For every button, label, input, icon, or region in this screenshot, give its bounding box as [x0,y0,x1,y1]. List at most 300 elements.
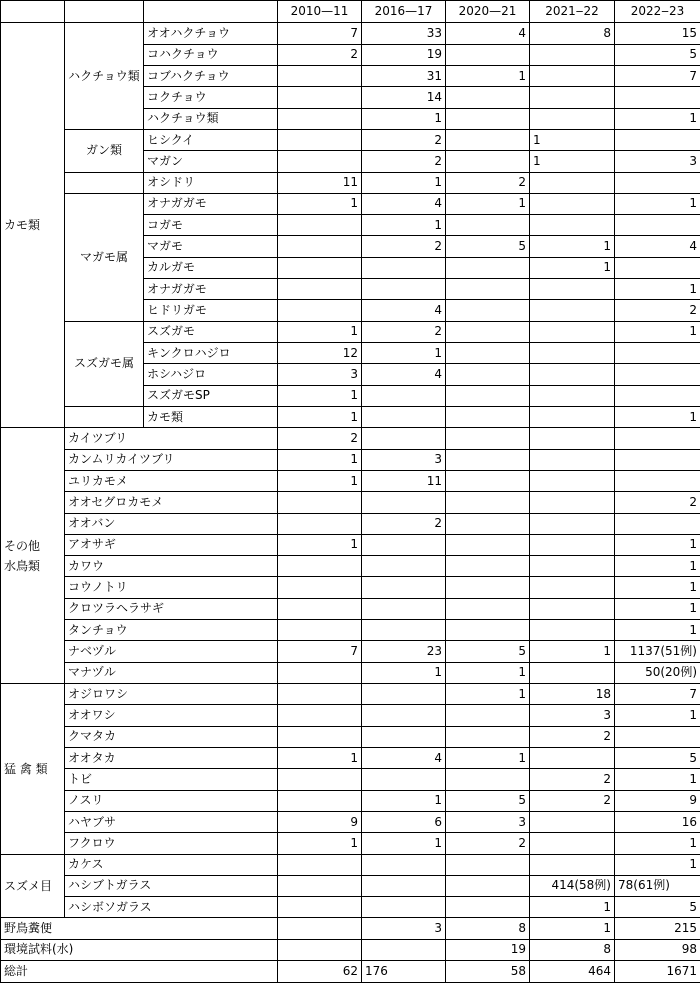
count-cell [278,108,362,129]
table-row [1,534,700,555]
count-cell: 1 [615,769,700,790]
count-cell [446,129,530,150]
count-cell: 8 [530,23,615,44]
count-cell: 1 [362,215,446,236]
table-row [1,662,700,683]
count-cell [446,428,530,449]
count-cell: 1 [362,833,446,854]
count-cell [530,108,615,129]
species-name: スズガモ [144,321,278,342]
species-name: オオタカ [65,747,278,768]
count-cell [446,556,530,577]
species-name: マナヅル [65,662,278,683]
count-cell: 4 [362,300,446,321]
table-row [1,577,700,598]
count-cell [446,513,530,534]
column-header: 2021‒22 [530,1,615,23]
count-cell [530,747,615,768]
count-cell [278,300,362,321]
count-cell: 2 [530,790,615,811]
count-cell: 4 [615,236,700,257]
species-name: コウノトリ [65,577,278,598]
table-row [1,620,700,641]
count-cell: 1 [615,620,700,641]
count-cell [362,620,446,641]
table-row [1,428,700,449]
count-cell [530,833,615,854]
header-row [1,1,700,23]
count-cell: 50(20例) [615,662,700,683]
species-name: オシドリ [144,172,278,193]
count-cell [615,385,700,406]
summary-cell: 58 [446,961,530,983]
count-cell: 1 [278,385,362,406]
count-cell: 33 [362,23,446,44]
count-cell: 7 [615,684,700,705]
count-cell: 19 [362,44,446,65]
count-cell [278,492,362,513]
header-blank [1,1,65,23]
count-cell [446,769,530,790]
count-cell: 11 [362,470,446,491]
count-cell: 414(58例) [530,875,615,896]
count-cell [362,577,446,598]
subgroup-magamo: マガモ属 [65,193,144,321]
count-cell: 1 [278,833,362,854]
summary-cell: 215 [615,918,700,939]
count-cell: 14 [362,87,446,108]
count-cell: 5 [446,641,530,662]
count-cell [446,385,530,406]
table-row [1,556,700,577]
column-header: 2022‒23 [615,1,700,23]
count-cell: 1 [362,790,446,811]
count-cell [446,44,530,65]
count-cell [615,87,700,108]
count-cell: 3 [615,151,700,172]
species-name: キンクロハジロ [144,343,278,364]
count-cell: 2 [615,492,700,513]
count-cell [446,87,530,108]
count-cell: 5 [615,747,700,768]
species-name: アオサギ [65,534,278,555]
count-cell [530,343,615,364]
count-cell: 5 [446,236,530,257]
count-cell [530,406,615,427]
count-cell [530,172,615,193]
count-cell [362,598,446,619]
count-cell: 4 [362,364,446,385]
column-header: 2010—11 [278,1,362,23]
count-cell [446,300,530,321]
summary-cell: 8 [530,939,615,960]
table-row [1,513,700,534]
species-name: コガモ [144,215,278,236]
count-cell [530,279,615,300]
count-cell: 12 [278,343,362,364]
count-cell [278,598,362,619]
count-cell [446,875,530,896]
table-row [1,598,700,619]
group-kamo: カモ類 [1,23,65,428]
count-cell [278,87,362,108]
species-name: クマタカ [65,726,278,747]
count-cell: 1 [615,598,700,619]
count-cell [446,343,530,364]
count-cell [278,662,362,683]
count-cell: 15 [615,23,700,44]
count-cell [278,257,362,278]
count-cell [530,492,615,513]
table-row [1,769,700,790]
count-cell: 1 [530,897,615,918]
count-cell [362,279,446,300]
table-row [1,747,700,768]
count-cell [615,428,700,449]
table-row [1,406,700,427]
count-cell [446,108,530,129]
species-name: カワウ [65,556,278,577]
count-cell [615,343,700,364]
count-cell [446,854,530,875]
count-cell: 1 [278,470,362,491]
species-name: コブハクチョウ [144,65,278,86]
count-cell [362,897,446,918]
summary-label: 環境試料(水) [1,939,278,960]
count-cell: 1 [362,108,446,129]
count-cell [362,534,446,555]
count-cell [615,129,700,150]
species-name: コハクチョウ [144,44,278,65]
count-cell [530,215,615,236]
count-cell: 7 [278,641,362,662]
species-name: オオバン [65,513,278,534]
species-name: ユリカモメ [65,470,278,491]
count-cell [530,534,615,555]
count-cell [530,193,615,214]
species-name: タンチョウ [65,620,278,641]
count-cell: 2 [362,321,446,342]
summary-label: 野鳥糞便 [1,918,278,939]
count-cell [446,364,530,385]
count-cell: 1 [446,747,530,768]
subgroup-blank [65,406,144,427]
count-cell: 2 [446,172,530,193]
count-cell [362,684,446,705]
table-row [1,641,700,662]
count-cell [446,705,530,726]
species-name: オジロワシ [65,684,278,705]
summary-label: 総計 [1,961,278,983]
table-row [1,705,700,726]
count-cell [530,449,615,470]
count-cell: 2 [362,151,446,172]
count-cell: 3 [530,705,615,726]
count-cell [446,598,530,619]
species-name: ナベヅル [65,641,278,662]
count-cell [530,620,615,641]
count-cell: 5 [615,44,700,65]
count-cell: 3 [446,811,530,832]
count-cell [278,769,362,790]
count-cell: 1 [530,129,615,150]
summary-cell: 62 [278,961,362,983]
count-cell [446,151,530,172]
count-cell [278,854,362,875]
count-cell: 1 [615,321,700,342]
count-cell: 1 [615,705,700,726]
table-row [1,811,700,832]
species-name: フクロウ [65,833,278,854]
count-cell: 1 [615,854,700,875]
species-name: カイツブリ [65,428,278,449]
count-cell [362,769,446,790]
count-cell [278,556,362,577]
count-cell [530,811,615,832]
count-cell: 9 [615,790,700,811]
count-cell: 4 [446,23,530,44]
count-cell [615,449,700,470]
count-cell [615,726,700,747]
species-name: カモ類 [144,406,278,427]
table-row [1,172,700,193]
header-blank [65,1,144,23]
count-cell [362,257,446,278]
count-cell: 2 [278,428,362,449]
table-row [1,726,700,747]
count-cell [278,684,362,705]
species-name: ノスリ [65,790,278,811]
summary-cell: 3 [362,918,446,939]
species-name: マガン [144,151,278,172]
count-cell [530,662,615,683]
count-cell [278,236,362,257]
count-cell [278,620,362,641]
count-cell: 2 [362,129,446,150]
species-name: ホシハジロ [144,364,278,385]
count-cell: 1137(51例) [615,641,700,662]
summary-cell: 1671 [615,961,700,983]
species-name: クロツラヘラサギ [65,598,278,619]
table-row [1,321,700,342]
summary-cell: 19 [446,939,530,960]
count-cell: 1 [446,662,530,683]
summary-cell [278,918,362,939]
species-name: カンムリカイツブリ [65,449,278,470]
count-cell: 9 [278,811,362,832]
count-cell: 5 [615,897,700,918]
count-cell: 1 [362,343,446,364]
subgroup-hakucho: ハクチョウ類 [65,23,144,130]
column-header: 2016—17 [362,1,446,23]
count-cell: 1 [362,662,446,683]
count-cell [362,875,446,896]
species-name: スズガモSP [144,385,278,406]
count-cell [278,129,362,150]
species-name: カケス [65,854,278,875]
count-cell [446,492,530,513]
header-blank [144,1,278,23]
count-cell: 2 [362,513,446,534]
count-cell [446,279,530,300]
subgroup-gan: ガン類 [65,129,144,172]
count-cell: 3 [278,364,362,385]
count-cell: 78(61例) [615,875,700,896]
count-cell [530,470,615,491]
count-cell [530,65,615,86]
count-cell: 31 [362,65,446,86]
count-cell: 1 [615,534,700,555]
table-row [1,492,700,513]
group-sonota: その他 水鳥類 [1,428,65,684]
table-row [1,854,700,875]
summary-cell: 1 [530,918,615,939]
count-cell: 2 [615,300,700,321]
count-cell [278,875,362,896]
count-cell [530,598,615,619]
species-name: マガモ [144,236,278,257]
species-name: オオハクチョウ [144,23,278,44]
count-cell: 1 [278,747,362,768]
count-cell [446,321,530,342]
summary-cell: 8 [446,918,530,939]
table-row [1,449,700,470]
count-cell: 1 [362,172,446,193]
count-cell [530,87,615,108]
count-cell [278,513,362,534]
count-cell [615,470,700,491]
count-cell: 2 [362,236,446,257]
count-cell: 1 [615,279,700,300]
count-cell [362,492,446,513]
count-cell: 1 [446,65,530,86]
species-name: ハシボソガラス [65,897,278,918]
count-cell: 1 [278,449,362,470]
species-name: コクチョウ [144,87,278,108]
species-name: ハクチョウ類 [144,108,278,129]
table-row [1,897,700,918]
count-cell [278,151,362,172]
table-row [1,875,700,896]
count-cell [278,705,362,726]
count-cell: 1 [446,684,530,705]
count-cell [446,470,530,491]
group-mokin: 猛 禽 類 [1,684,65,855]
species-name: ヒシクイ [144,129,278,150]
count-cell [530,385,615,406]
count-cell: 1 [530,151,615,172]
count-cell [615,257,700,278]
count-cell: 3 [362,449,446,470]
table-row [1,193,700,214]
count-cell: 1 [615,833,700,854]
table-row [1,23,700,44]
count-cell [278,215,362,236]
count-cell: 2 [446,833,530,854]
count-cell [278,726,362,747]
count-cell [530,321,615,342]
count-cell: 4 [362,193,446,214]
count-cell: 16 [615,811,700,832]
count-cell [530,44,615,65]
table-row [1,833,700,854]
table-row [1,129,700,150]
count-cell: 1 [615,406,700,427]
count-cell [278,897,362,918]
count-cell [362,726,446,747]
count-cell [530,513,615,534]
count-cell: 2 [530,726,615,747]
subgroup-suzugamo: スズガモ属 [65,321,144,406]
summary-cell [362,939,446,960]
count-cell: 1 [278,193,362,214]
count-cell: 1 [615,193,700,214]
count-cell: 7 [278,23,362,44]
count-cell [530,854,615,875]
count-cell: 6 [362,811,446,832]
summary-cell: 464 [530,961,615,983]
count-cell: 1 [278,534,362,555]
summary-row [1,939,700,960]
count-cell [446,534,530,555]
count-cell [278,65,362,86]
count-cell: 11 [278,172,362,193]
count-cell [362,406,446,427]
count-cell [362,385,446,406]
group-suzume: スズメ目 [1,854,65,918]
count-cell [446,726,530,747]
count-cell: 18 [530,684,615,705]
table-row [1,470,700,491]
table-row [1,790,700,811]
species-name: カルガモ [144,257,278,278]
species-name: ヒドリガモ [144,300,278,321]
subgroup-blank [65,172,144,193]
count-cell [530,556,615,577]
summary-cell: 98 [615,939,700,960]
table-row [1,684,700,705]
count-cell [278,279,362,300]
count-cell [362,428,446,449]
species-name: オナガガモ [144,193,278,214]
count-cell: 1 [530,236,615,257]
species-name: オナガガモ [144,279,278,300]
species-name: ハシブトガラス [65,875,278,896]
count-cell [362,705,446,726]
count-cell: 1 [530,257,615,278]
count-cell: 1 [530,641,615,662]
count-cell [362,854,446,875]
count-cell [446,620,530,641]
count-cell: 1 [278,321,362,342]
count-cell [615,215,700,236]
summary-cell [278,939,362,960]
count-cell [446,406,530,427]
count-cell [615,172,700,193]
count-cell: 1 [446,193,530,214]
count-cell: 5 [446,790,530,811]
summary-cell: 176 [362,961,446,983]
count-cell [530,577,615,598]
species-name: トビ [65,769,278,790]
count-cell: 7 [615,65,700,86]
count-cell: 4 [362,747,446,768]
count-cell: 2 [530,769,615,790]
count-cell [615,364,700,385]
species-name: ハヤブサ [65,811,278,832]
count-cell: 1 [615,577,700,598]
count-cell: 23 [362,641,446,662]
